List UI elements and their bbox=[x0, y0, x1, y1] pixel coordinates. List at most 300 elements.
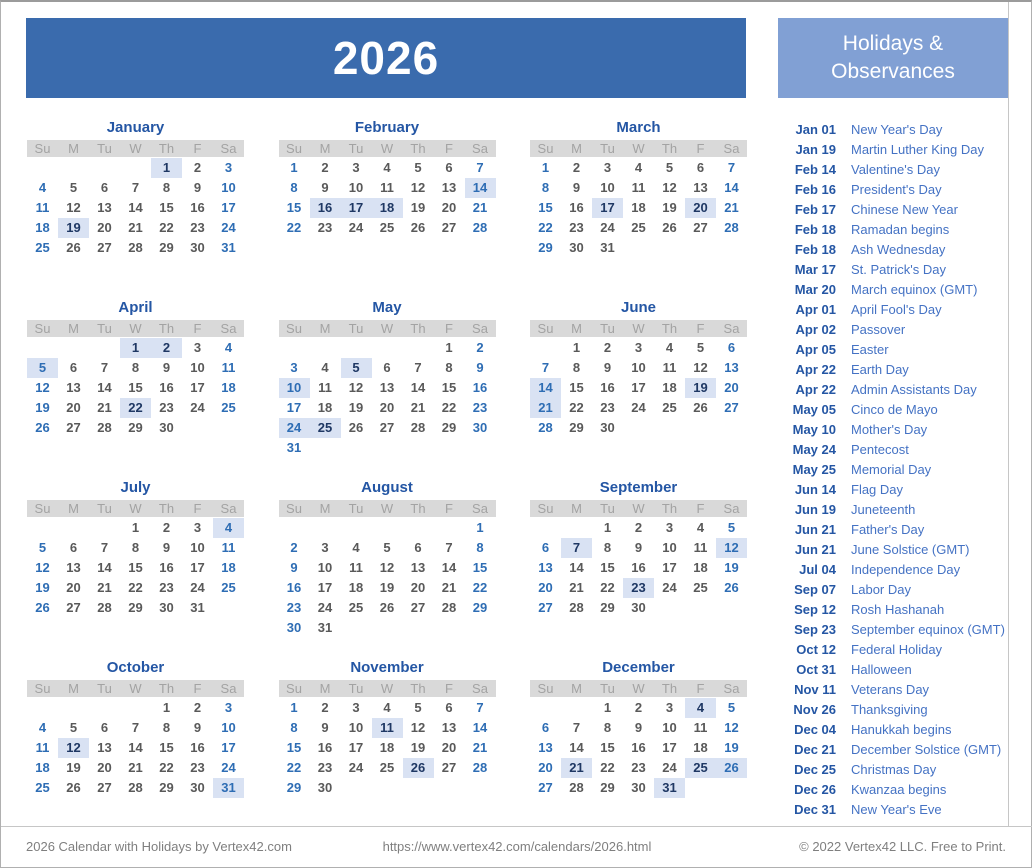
day-cell: 17 bbox=[348, 740, 364, 755]
day-cell bbox=[372, 338, 403, 358]
day-cell: 6 bbox=[100, 180, 109, 195]
day-cell: 5 bbox=[69, 180, 78, 195]
holiday-name: New Year's Eve bbox=[851, 802, 942, 817]
weekday-header: Sa bbox=[472, 141, 488, 156]
day-cell: 30 bbox=[317, 780, 333, 795]
weekday-header: Su bbox=[286, 681, 302, 696]
day-cell: 14 bbox=[128, 200, 143, 215]
day-cell: 29 bbox=[128, 420, 143, 435]
weekday-header: Tu bbox=[97, 681, 112, 696]
holiday-row bbox=[780, 760, 1008, 780]
month-march bbox=[530, 117, 747, 297]
day-cell: 15 bbox=[128, 560, 143, 575]
weekday-header: M bbox=[68, 321, 79, 336]
day-cell: 11 bbox=[221, 360, 236, 375]
day-cell bbox=[434, 618, 465, 638]
weekday-header: Tu bbox=[97, 501, 112, 516]
day-cell bbox=[465, 618, 496, 638]
weekday-header: F bbox=[193, 501, 202, 516]
day-cell: 2 bbox=[321, 160, 329, 175]
holiday-name: Juneteenth bbox=[851, 502, 916, 517]
day-cell: 4 bbox=[685, 698, 716, 718]
days-grid bbox=[530, 698, 747, 798]
footer-url-link[interactable]: https://www.vertex42.com/calendars/2026.html bbox=[382, 839, 652, 854]
day-cell: 14 bbox=[569, 740, 584, 755]
day-cell: 19 bbox=[66, 760, 81, 775]
day-cell: 25 bbox=[631, 220, 646, 235]
holiday-name: Flag Day bbox=[851, 482, 904, 497]
day-cell: 27 bbox=[538, 780, 553, 795]
holiday-name: Christmas Day bbox=[851, 762, 937, 777]
day-cell: 10 bbox=[600, 180, 615, 195]
day-cell bbox=[403, 338, 434, 358]
day-cell bbox=[561, 518, 592, 538]
days-grid bbox=[530, 158, 747, 258]
day-cell: 5 bbox=[69, 720, 78, 735]
day-cell: 8 bbox=[445, 360, 453, 375]
day-cell: 22 bbox=[569, 400, 584, 415]
day-cell: 14 bbox=[569, 560, 584, 575]
days-grid bbox=[279, 518, 496, 638]
day-cell: 16 bbox=[317, 740, 333, 755]
day-cell bbox=[27, 518, 58, 538]
holiday-name: April Fool's Day bbox=[851, 302, 942, 317]
day-cell: 17 bbox=[317, 580, 333, 595]
day-cell: 10 bbox=[348, 180, 364, 195]
weekday-header: M bbox=[571, 141, 582, 156]
day-cell: 13 bbox=[410, 560, 426, 575]
day-cell bbox=[623, 238, 654, 258]
day-cell bbox=[403, 618, 434, 638]
day-cell bbox=[530, 338, 561, 358]
day-cell: 21 bbox=[97, 580, 112, 595]
months-grid bbox=[27, 117, 747, 827]
day-cell: 12 bbox=[662, 180, 677, 195]
day-cell: 22 bbox=[120, 398, 151, 418]
day-cell: 5 bbox=[696, 340, 705, 355]
day-cell: 25 bbox=[221, 400, 236, 415]
day-cell: 1 bbox=[151, 158, 182, 178]
holiday-row bbox=[780, 800, 1008, 820]
day-cell: 23 bbox=[159, 580, 174, 595]
holiday-date: Feb 17 bbox=[794, 202, 836, 217]
day-cell: 9 bbox=[162, 540, 171, 555]
holiday-date: Dec 25 bbox=[794, 762, 836, 777]
day-cell: 7 bbox=[476, 700, 484, 715]
day-cell: 27 bbox=[441, 760, 457, 775]
day-cell: 25 bbox=[693, 580, 708, 595]
day-cell: 4 bbox=[321, 360, 329, 375]
weekday-header: Th bbox=[661, 141, 678, 156]
weekday-header: M bbox=[319, 141, 331, 156]
weekday-header: W bbox=[380, 141, 394, 156]
weekday-header-row bbox=[530, 500, 747, 517]
day-cell: 3 bbox=[193, 340, 202, 355]
day-cell bbox=[716, 238, 747, 258]
day-cell: 25 bbox=[379, 760, 395, 775]
holiday-date: May 24 bbox=[792, 442, 836, 457]
holiday-date: Jun 21 bbox=[794, 522, 836, 537]
day-cell: 24 bbox=[348, 760, 364, 775]
holiday-date: May 25 bbox=[792, 462, 836, 477]
day-cell: 23 bbox=[317, 220, 333, 235]
weekday-header: Su bbox=[537, 681, 554, 696]
day-cell bbox=[403, 438, 434, 458]
day-cell: 15 bbox=[159, 200, 174, 215]
day-cell: 8 bbox=[162, 720, 171, 735]
holiday-date: Jun 19 bbox=[794, 502, 836, 517]
day-cell bbox=[465, 778, 496, 798]
day-cell: 24 bbox=[600, 220, 615, 235]
day-cell: 10 bbox=[190, 540, 205, 555]
day-cell: 7 bbox=[572, 720, 581, 735]
day-cell: 2 bbox=[634, 700, 643, 715]
day-cell: 4 bbox=[665, 340, 674, 355]
day-cell: 31 bbox=[317, 620, 333, 635]
day-cell bbox=[120, 158, 151, 178]
day-cell: 2 bbox=[634, 520, 643, 535]
holiday-date: Mar 17 bbox=[794, 262, 836, 277]
day-cell: 11 bbox=[631, 180, 646, 195]
days-grid bbox=[27, 158, 244, 258]
day-cell: 21 bbox=[128, 220, 143, 235]
weekday-header: Su bbox=[286, 321, 302, 336]
day-cell: 13 bbox=[538, 560, 553, 575]
holiday-date: Dec 21 bbox=[794, 742, 836, 757]
holiday-row bbox=[780, 620, 1008, 640]
weekday-header: Th bbox=[158, 501, 175, 516]
day-cell: 24 bbox=[317, 600, 333, 615]
weekday-header: W bbox=[380, 681, 394, 696]
holiday-row bbox=[780, 420, 1008, 440]
day-cell: 10 bbox=[190, 360, 205, 375]
day-cell: 12 bbox=[58, 738, 89, 758]
day-cell: 24 bbox=[190, 400, 205, 415]
day-cell: 13 bbox=[693, 180, 708, 195]
month-title: May bbox=[372, 299, 402, 316]
day-cell: 19 bbox=[662, 200, 677, 215]
holiday-name: Hanukkah begins bbox=[851, 722, 952, 737]
day-cell bbox=[716, 778, 747, 798]
day-cell: 10 bbox=[348, 720, 364, 735]
day-cell: 7 bbox=[476, 160, 484, 175]
holiday-row bbox=[780, 580, 1008, 600]
weekday-header: Th bbox=[410, 141, 426, 156]
day-cell bbox=[372, 778, 403, 798]
weekday-header: F bbox=[696, 321, 705, 336]
day-cell: 2 bbox=[193, 160, 202, 175]
day-cell: 26 bbox=[662, 220, 677, 235]
month-may bbox=[279, 297, 496, 477]
day-cell: 1 bbox=[541, 160, 550, 175]
day-cell bbox=[310, 338, 341, 358]
day-cell: 13 bbox=[724, 360, 739, 375]
day-cell bbox=[685, 598, 716, 618]
day-cell: 17 bbox=[662, 560, 677, 575]
day-cell: 18 bbox=[35, 220, 50, 235]
day-cell: 3 bbox=[290, 360, 298, 375]
day-cell: 6 bbox=[541, 720, 550, 735]
day-cell: 22 bbox=[538, 220, 553, 235]
holidays-header-line1: Holidays & bbox=[842, 32, 944, 55]
weekday-header: Tu bbox=[600, 141, 615, 156]
day-cell: 21 bbox=[97, 400, 112, 415]
day-cell bbox=[434, 438, 465, 458]
day-cell: 5 bbox=[341, 358, 372, 378]
holiday-date: Apr 02 bbox=[795, 322, 836, 337]
day-cell: 12 bbox=[724, 720, 739, 735]
day-cell: 16 bbox=[286, 580, 302, 595]
weekday-header: M bbox=[319, 501, 331, 516]
day-cell bbox=[716, 418, 747, 438]
weekday-header: Su bbox=[286, 141, 302, 156]
day-cell: 3 bbox=[224, 160, 233, 175]
holiday-name: Mother's Day bbox=[851, 422, 928, 437]
day-cell: 16 bbox=[159, 560, 174, 575]
day-cell: 31 bbox=[286, 440, 302, 455]
holiday-row bbox=[780, 200, 1008, 220]
day-cell: 31 bbox=[221, 240, 236, 255]
day-cell: 13 bbox=[441, 180, 457, 195]
day-cell: 27 bbox=[66, 600, 81, 615]
weekday-header: Th bbox=[158, 681, 175, 696]
weekday-header: Th bbox=[158, 141, 175, 156]
day-cell: 15 bbox=[538, 200, 553, 215]
weekday-header: F bbox=[445, 501, 453, 516]
day-cell bbox=[530, 698, 561, 718]
weekday-header-row bbox=[27, 140, 244, 157]
footer-credit: 2026 Calendar with Holidays by Vertex42.com bbox=[26, 839, 292, 854]
day-cell: 21 bbox=[724, 200, 739, 215]
day-cell: 4 bbox=[634, 160, 643, 175]
day-cell: 2 bbox=[572, 160, 581, 175]
weekday-header-row bbox=[530, 320, 747, 337]
day-cell: 26 bbox=[724, 580, 739, 595]
day-cell: 8 bbox=[290, 180, 298, 195]
day-cell: 16 bbox=[631, 740, 646, 755]
day-cell: 27 bbox=[441, 220, 457, 235]
day-cell: 17 bbox=[631, 380, 646, 395]
day-cell: 22 bbox=[441, 400, 457, 415]
day-cell: 31 bbox=[213, 778, 244, 798]
day-cell: 2 bbox=[193, 700, 202, 715]
day-cell: 23 bbox=[159, 400, 174, 415]
day-cell: 19 bbox=[35, 400, 50, 415]
day-cell: 11 bbox=[35, 740, 50, 755]
holiday-name: September equinox (GMT) bbox=[851, 622, 1005, 637]
day-cell: 5 bbox=[665, 160, 674, 175]
day-cell: 19 bbox=[379, 580, 395, 595]
day-cell: 28 bbox=[128, 240, 143, 255]
weekday-header: Th bbox=[158, 321, 175, 336]
day-cell: 12 bbox=[66, 200, 81, 215]
day-cell: 20 bbox=[97, 220, 112, 235]
weekday-header-row bbox=[530, 680, 747, 697]
holiday-row bbox=[780, 120, 1008, 140]
holiday-name: Memorial Day bbox=[851, 462, 932, 477]
day-cell: 16 bbox=[600, 380, 615, 395]
day-cell: 25 bbox=[35, 240, 50, 255]
weekday-header: F bbox=[696, 681, 705, 696]
weekday-header: Su bbox=[286, 501, 302, 516]
day-cell: 27 bbox=[97, 780, 112, 795]
day-cell: 30 bbox=[600, 420, 615, 435]
day-cell: 7 bbox=[445, 540, 453, 555]
weekday-header: F bbox=[696, 501, 705, 516]
day-cell bbox=[372, 618, 403, 638]
day-cell: 28 bbox=[441, 600, 457, 615]
day-cell: 3 bbox=[603, 160, 612, 175]
day-cell: 7 bbox=[414, 360, 422, 375]
holiday-row bbox=[780, 360, 1008, 380]
footer-copyright: © 2022 Vertex42 LLC. Free to Print. bbox=[799, 839, 1006, 854]
day-cell bbox=[465, 438, 496, 458]
weekday-header: M bbox=[571, 321, 582, 336]
weekday-header: F bbox=[193, 141, 202, 156]
day-cell: 12 bbox=[35, 560, 50, 575]
day-cell: 5 bbox=[727, 700, 736, 715]
day-cell bbox=[341, 338, 372, 358]
day-cell: 14 bbox=[530, 378, 561, 398]
weekday-header-row bbox=[27, 680, 244, 697]
day-cell: 28 bbox=[724, 220, 739, 235]
day-cell: 17 bbox=[190, 380, 205, 395]
day-cell: 21 bbox=[472, 740, 488, 755]
holiday-date: Jun 21 bbox=[794, 542, 836, 557]
day-cell: 10 bbox=[662, 540, 677, 555]
day-cell: 8 bbox=[131, 540, 140, 555]
month-title: April bbox=[118, 299, 153, 316]
weekday-header: Sa bbox=[472, 501, 488, 516]
day-cell: 11 bbox=[349, 560, 363, 575]
days-grid bbox=[27, 518, 244, 618]
holiday-date: Apr 05 bbox=[795, 342, 836, 357]
day-cell: 9 bbox=[634, 540, 643, 555]
weekday-header: Tu bbox=[348, 681, 364, 696]
holiday-name: March equinox (GMT) bbox=[851, 282, 978, 297]
day-cell: 30 bbox=[631, 600, 646, 615]
day-cell: 18 bbox=[631, 200, 646, 215]
day-cell: 19 bbox=[724, 740, 739, 755]
day-cell: 12 bbox=[410, 720, 426, 735]
day-cell: 10 bbox=[631, 360, 646, 375]
day-cell bbox=[310, 438, 341, 458]
day-cell: 10 bbox=[221, 720, 236, 735]
holiday-date: Dec 26 bbox=[794, 782, 836, 797]
day-cell bbox=[279, 518, 310, 538]
holiday-date: Sep 23 bbox=[794, 622, 836, 637]
weekday-header: Sa bbox=[472, 681, 488, 696]
day-cell: 11 bbox=[35, 200, 50, 215]
day-cell bbox=[434, 518, 465, 538]
day-cell: 17 bbox=[592, 198, 623, 218]
day-cell: 5 bbox=[414, 700, 422, 715]
day-cell: 10 bbox=[317, 560, 333, 575]
day-cell: 6 bbox=[727, 340, 736, 355]
day-cell: 20 bbox=[441, 200, 457, 215]
holiday-row bbox=[780, 260, 1008, 280]
day-cell: 14 bbox=[410, 380, 426, 395]
day-cell: 2 bbox=[162, 520, 171, 535]
day-cell: 7 bbox=[100, 540, 109, 555]
day-cell bbox=[654, 418, 685, 438]
month-title: January bbox=[106, 119, 165, 136]
day-cell bbox=[58, 158, 89, 178]
day-cell: 7 bbox=[727, 160, 736, 175]
weekday-header: W bbox=[380, 321, 394, 336]
day-cell: 8 bbox=[290, 720, 298, 735]
days-grid bbox=[279, 698, 496, 798]
day-cell: 4 bbox=[383, 160, 391, 175]
day-cell: 11 bbox=[693, 540, 708, 555]
day-cell bbox=[89, 338, 120, 358]
day-cell: 5 bbox=[38, 540, 47, 555]
holiday-name: Veterans Day bbox=[851, 682, 930, 697]
footer bbox=[1, 826, 1032, 868]
day-cell: 10 bbox=[221, 180, 236, 195]
day-cell: 30 bbox=[631, 780, 646, 795]
day-cell: 16 bbox=[159, 380, 174, 395]
day-cell: 15 bbox=[600, 560, 615, 575]
day-cell: 22 bbox=[600, 580, 615, 595]
day-cell: 24 bbox=[279, 418, 310, 438]
day-cell: 25 bbox=[662, 400, 677, 415]
day-cell bbox=[27, 698, 58, 718]
weekday-header: Tu bbox=[348, 141, 364, 156]
weekday-header-row bbox=[27, 320, 244, 337]
day-cell: 5 bbox=[383, 540, 391, 555]
day-cell: 28 bbox=[569, 780, 584, 795]
weekday-header-row bbox=[27, 500, 244, 517]
day-cell bbox=[403, 778, 434, 798]
day-cell: 15 bbox=[569, 380, 584, 395]
day-cell: 14 bbox=[724, 180, 739, 195]
day-cell: 4 bbox=[696, 520, 705, 535]
weekday-header: Su bbox=[34, 681, 51, 696]
weekday-header: M bbox=[571, 681, 582, 696]
holiday-row bbox=[780, 500, 1008, 520]
holiday-name: Ramadan begins bbox=[851, 222, 950, 237]
holiday-date: May 05 bbox=[792, 402, 836, 417]
day-cell: 6 bbox=[445, 700, 453, 715]
holiday-row bbox=[780, 300, 1008, 320]
day-cell: 2 bbox=[603, 340, 612, 355]
holiday-date: Mar 20 bbox=[794, 282, 836, 297]
weekday-header: Su bbox=[34, 141, 51, 156]
holiday-date: Oct 31 bbox=[796, 662, 836, 677]
holiday-row bbox=[780, 400, 1008, 420]
holiday-name: Father's Day bbox=[851, 522, 925, 537]
day-cell: 26 bbox=[716, 758, 747, 778]
day-cell: 19 bbox=[410, 740, 426, 755]
day-cell: 27 bbox=[379, 420, 395, 435]
day-cell: 29 bbox=[441, 420, 457, 435]
day-cell bbox=[372, 438, 403, 458]
day-cell: 12 bbox=[35, 380, 50, 395]
month-august bbox=[279, 477, 496, 657]
day-cell: 2 bbox=[321, 700, 329, 715]
day-cell: 12 bbox=[693, 360, 708, 375]
holiday-name: Valentine's Day bbox=[851, 162, 940, 177]
day-cell: 1 bbox=[131, 520, 140, 535]
holiday-row bbox=[780, 540, 1008, 560]
day-cell: 26 bbox=[35, 600, 50, 615]
holiday-name: Passover bbox=[851, 322, 906, 337]
weekday-header: Su bbox=[537, 501, 554, 516]
day-cell: 9 bbox=[321, 180, 329, 195]
day-cell: 18 bbox=[221, 560, 236, 575]
day-cell: 20 bbox=[441, 740, 457, 755]
